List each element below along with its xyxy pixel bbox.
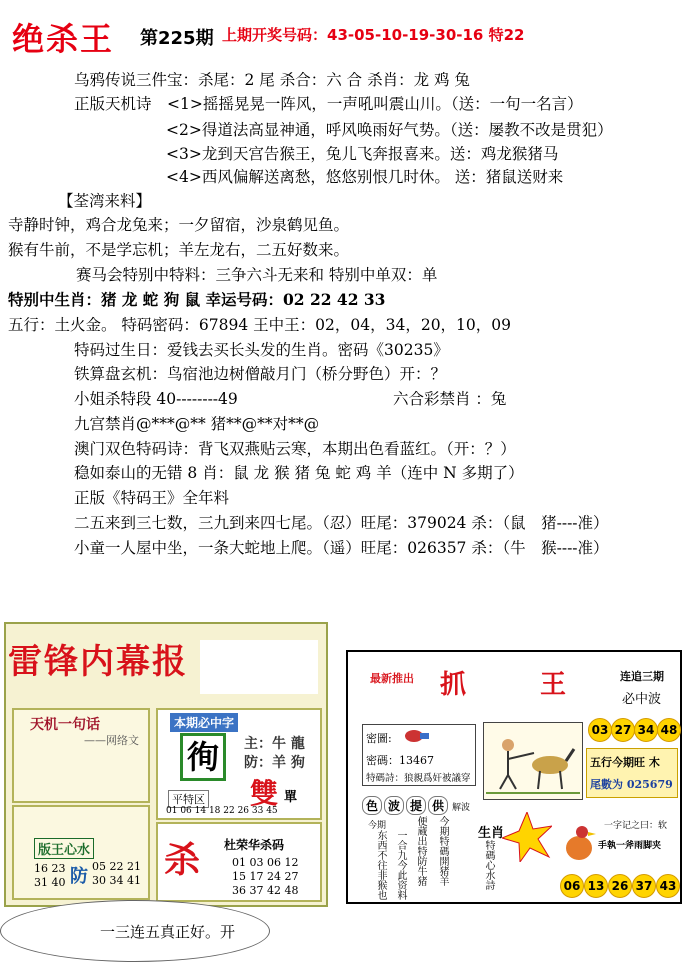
ping-numbers: 01 06 14 18 22 26 33 45	[166, 806, 278, 816]
text-line: 乌鸦传说三件宝：杀尾：2 尾 杀合：六 合 杀肖：龙 鸡 兔	[74, 71, 470, 89]
section-heading: 【荃湾来料】	[58, 192, 152, 210]
ball-bottom: 37	[632, 874, 656, 898]
ball-bottom: 26	[608, 874, 632, 898]
text-line: 寺静时钟，鸡合龙兔来；一夕留宿，沙泉鹤见鱼。	[8, 216, 350, 234]
xiaoyu-text: 手執一斧雨脚夹	[598, 841, 662, 851]
last-draw-numbers: 上期开奖号码：43-05-10-19-30-16 特22	[222, 26, 525, 44]
sha-row: 15 17 24 27	[232, 870, 299, 883]
vertical-column: 今期特碼開猪羊	[437, 816, 448, 886]
text-line: 九宫禁肖@***@** 猪**@**对**@	[74, 415, 320, 433]
zimi-text: 一字记之曰：软	[604, 821, 668, 831]
right-title-2: 王	[540, 670, 567, 700]
vertical-column: 一合九今此资料	[395, 830, 406, 900]
shuang-char: 雙	[250, 777, 279, 810]
text-line: 五行：土火金。 特码密码：67894 王中王：02，04，34，20，10，09	[8, 316, 512, 334]
tianji-sub: ——网络文	[84, 734, 139, 747]
fang-numbers-2: 30 34 41	[92, 874, 141, 887]
sha-title: 杜荣华杀码	[224, 838, 285, 852]
page-title: 绝杀王	[12, 20, 115, 58]
vertical-column: 便蔵出特防牛猪	[415, 816, 426, 886]
text-line: <4>西风偏解送离愁，悠悠别恨几时休。 送：猪鼠送财来	[166, 168, 564, 186]
ball-top: 34	[634, 718, 658, 742]
zhu-label: 本期必中字	[170, 713, 238, 732]
zhu-numbers-2: 31 40	[34, 876, 66, 889]
bo-label: 提	[406, 796, 426, 815]
dan-char: 單	[284, 790, 298, 805]
text-line: 小姐杀特段 40--------49	[74, 390, 238, 408]
text-line: 二五来到三七数，三九到来四七尾。（忍）旺尾：379024 杀：（鼠 猪----准）	[74, 514, 609, 532]
bo-note: 解波	[452, 803, 471, 813]
star-burst-icon	[502, 812, 552, 862]
ping-label: 平特区	[168, 790, 209, 808]
text-line: 正版天机诗 <1>摇摇晃晃一阵风，一声吼叫震山川。（送：一句一名言）	[74, 95, 583, 113]
text-line: 稳如泰山的无错 8 肖：鼠 龙 猴 猪 兔 蛇 鸡 羊（连中 N 多期了）	[74, 464, 524, 482]
issue-number: 第225期	[140, 28, 214, 49]
shengxiao-label: 生肖	[478, 826, 505, 841]
mima-picture-icon	[404, 728, 430, 744]
text-line: <2>得道法高显神通，呼风唤雨好气势。（送：屡教不改是贯犯）	[166, 121, 613, 139]
lianzhui-label: 连追三期	[620, 670, 664, 683]
sha-row: 36 37 42 48	[232, 884, 299, 897]
text-line: 澳门双色特码诗：背飞双燕贴云寒，本期出色看蓝红。（开：？）	[74, 440, 516, 458]
text-line: <3>龙到天宫告猴王，兔儿飞奔报喜来。送：鸡龙猴猪马	[166, 145, 559, 163]
ball-top: 03	[588, 718, 612, 742]
weishu-text: 尾數为 025679	[590, 778, 673, 791]
picture-panel	[483, 722, 583, 800]
bizhong-label: 必中波	[622, 692, 662, 707]
ball-bottom: 13	[584, 874, 608, 898]
mima-label: 密圖:	[366, 732, 392, 745]
right-title-1: 抓	[440, 670, 467, 700]
horse-rider-icon	[484, 723, 582, 799]
sha-char: 杀	[164, 839, 201, 881]
text-line: 铁算盘玄机：鸟宿池边树僧敲月门（桥分野色）开：？	[74, 365, 447, 383]
text-line: 特码过生日：爱钱去买长头发的生肖。密码《30235》	[74, 341, 449, 359]
text-line: 正版《特码王》全年料	[74, 489, 230, 507]
bo-label: 波	[384, 796, 404, 815]
rooster-icon	[560, 820, 598, 866]
wuxing-text: 五行今期旺 木	[590, 756, 660, 769]
tianji-title: 天机一句话	[30, 717, 100, 733]
right-tag: 最新推出	[370, 672, 414, 685]
ball-bottom: 43	[656, 874, 680, 898]
big-char: 徇	[180, 733, 226, 781]
fang-char: 防	[70, 866, 88, 887]
tema-xinshui: 特碼心水詩	[483, 840, 494, 890]
ball-bottom: 06	[560, 874, 584, 898]
text-line: 猴有牛前，不是学忘机；羊左龙右，二五好数来。	[8, 241, 350, 259]
text-line: 六合彩禁肖 ：兔	[393, 390, 507, 408]
fang-text: 防：羊 狗	[244, 755, 305, 771]
ball-top: 48	[657, 718, 681, 742]
banwang-label: 版王心水	[34, 838, 94, 859]
zhu-text: 主：牛 龍	[244, 736, 305, 752]
teshi-text: 特碼詩：狼親爲奸被議穿	[366, 773, 471, 784]
left-poster-blank	[200, 640, 318, 694]
ball-top: 27	[611, 718, 635, 742]
vertical-column: 东西不往非猴也	[375, 830, 386, 900]
zhu-numbers: 16 23	[34, 862, 66, 875]
text-line: 小童一人屋中坐，一条大蛇地上爬。（遥）旺尾：026357 杀：（牛 猴----准）	[74, 539, 609, 557]
text-line: 特别中生肖：猪 龙 蛇 狗 鼠 幸运号码：02 22 42 33	[8, 290, 386, 309]
cloud-text: 一三连五真正好。开	[100, 923, 236, 941]
bo-label: 色	[362, 796, 382, 815]
fang-numbers: 05 22 21	[92, 860, 141, 873]
mima-text: 密碼：13467	[366, 754, 434, 767]
left-poster-title: 雷锋内幕报	[8, 642, 188, 682]
bo-label: 供	[428, 796, 448, 815]
jinqi-label: 今期	[368, 821, 387, 831]
text-line: 赛马会特别中特料：三争六斗无来和 特别中单双：单	[76, 266, 438, 284]
sha-row: 01 03 06 12	[232, 856, 299, 869]
